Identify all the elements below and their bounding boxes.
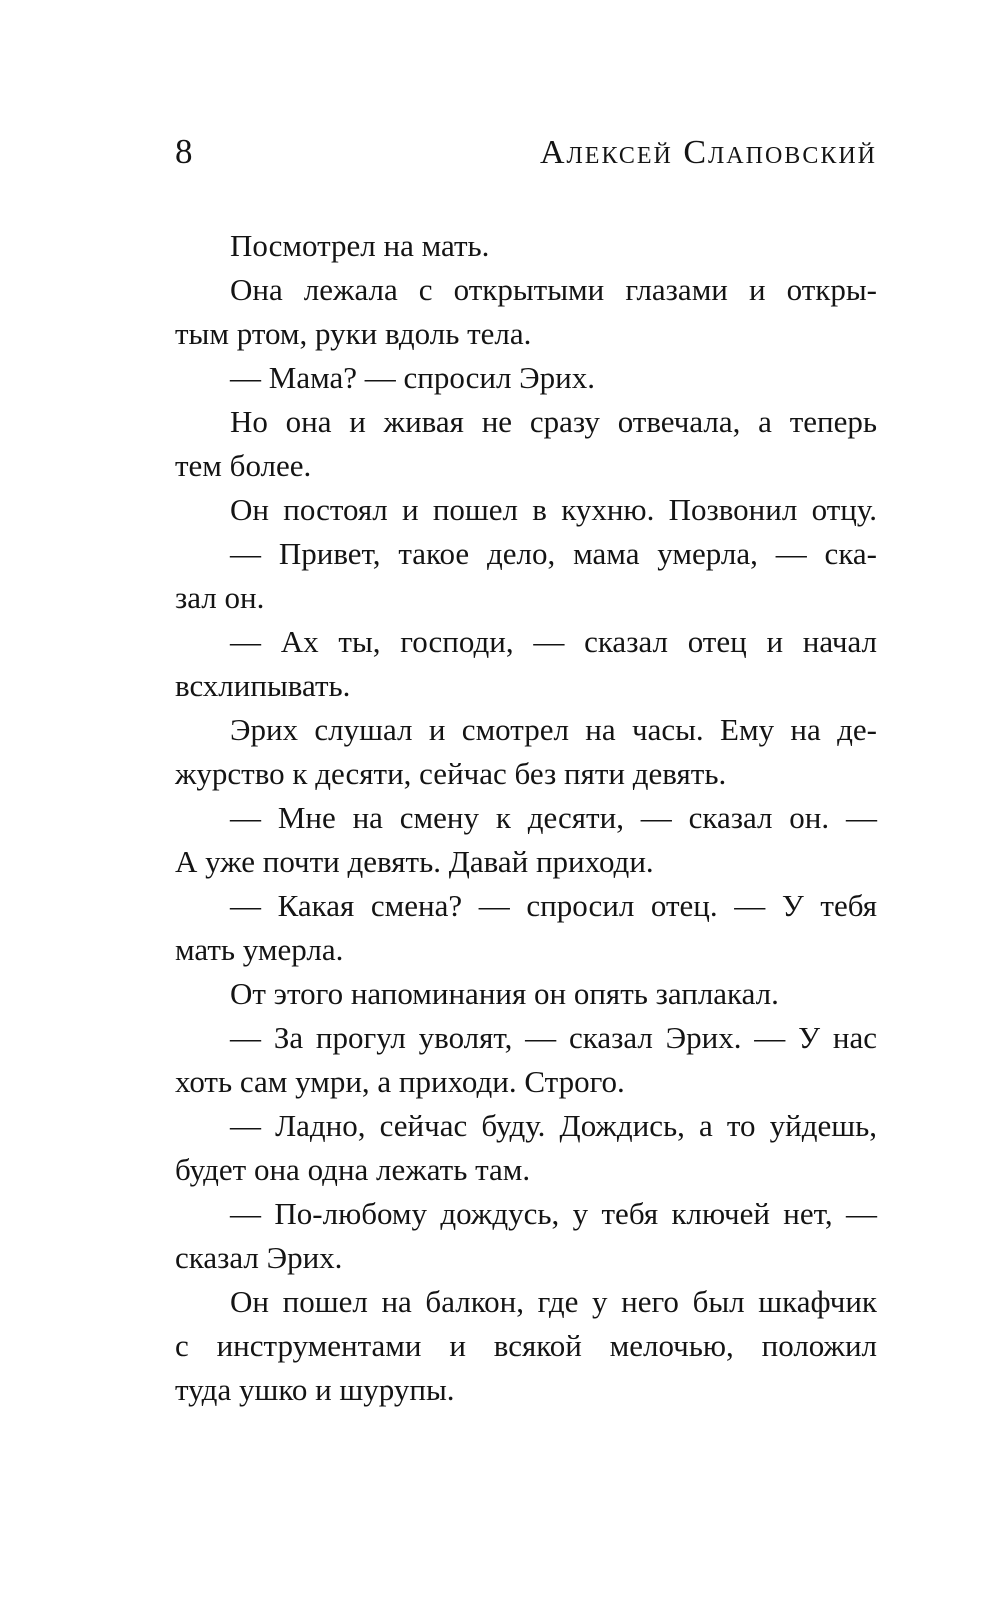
text-line: — Мама? — спросил Эрих. bbox=[230, 360, 595, 395]
text-line: мать умерла. bbox=[175, 932, 344, 967]
text-line: тем более. bbox=[175, 448, 312, 483]
text-line: сказал Эрих. bbox=[175, 1240, 343, 1275]
running-head: Алексей Слаповский bbox=[539, 134, 877, 171]
text-line: туда ушко и шурупы. bbox=[175, 1372, 455, 1407]
text-line: Она лежала с открытыми глазами и откры- bbox=[230, 272, 877, 307]
text-line: хоть сам умри, а приходи. Строго. bbox=[175, 1064, 625, 1099]
text-line: с инструментами и всякой мелочью, положил bbox=[175, 1328, 877, 1363]
text-line: — Какая смена? — спросил отец. — У тебя bbox=[230, 888, 877, 923]
text-line: От этого напоминания он опять заплакал. bbox=[230, 976, 779, 1011]
text-line: — Ах ты, господи, — сказал отец и начал bbox=[230, 624, 877, 659]
text-line: Но она и живая не сразу отвечала, а теперь bbox=[230, 404, 877, 439]
text-line: Эрих слушал и смотрел на часы. Ему на де- bbox=[230, 712, 877, 747]
body-text bbox=[175, 224, 877, 1412]
text-line: Он постоял и пошел в кухню. Позвонил отцу. bbox=[230, 492, 877, 527]
text-line: всхлипывать. bbox=[175, 668, 351, 703]
text-line: Посмотрел на мать. bbox=[230, 228, 490, 263]
text-line: А уже почти девять. Давай приходи. bbox=[175, 844, 654, 879]
text-line: Он пошел на балкон, где у него был шкафчик bbox=[230, 1284, 877, 1319]
text-line: — Привет, такое дело, мама умерла, — ска- bbox=[230, 536, 877, 571]
text-line: — Ладно, сейчас буду. Дождись, а то уйдешь, bbox=[230, 1108, 877, 1143]
text-line: — За прогул уволят, — сказал Эрих. — У нас bbox=[230, 1020, 877, 1055]
page-header bbox=[175, 132, 877, 173]
text-line: — По-любому дождусь, у тебя ключей нет, — bbox=[230, 1196, 877, 1231]
text-line: зал он. bbox=[175, 580, 265, 615]
text-line: будет она одна лежать там. bbox=[175, 1152, 531, 1187]
text-line: журство к десяти, сейчас без пяти девять. bbox=[175, 756, 727, 791]
page-number: 8 bbox=[175, 132, 193, 171]
text-line: — Мне на смену к десяти, — сказал он. — bbox=[230, 800, 877, 835]
text-line: тым ртом, руки вдоль тела. bbox=[175, 316, 532, 351]
